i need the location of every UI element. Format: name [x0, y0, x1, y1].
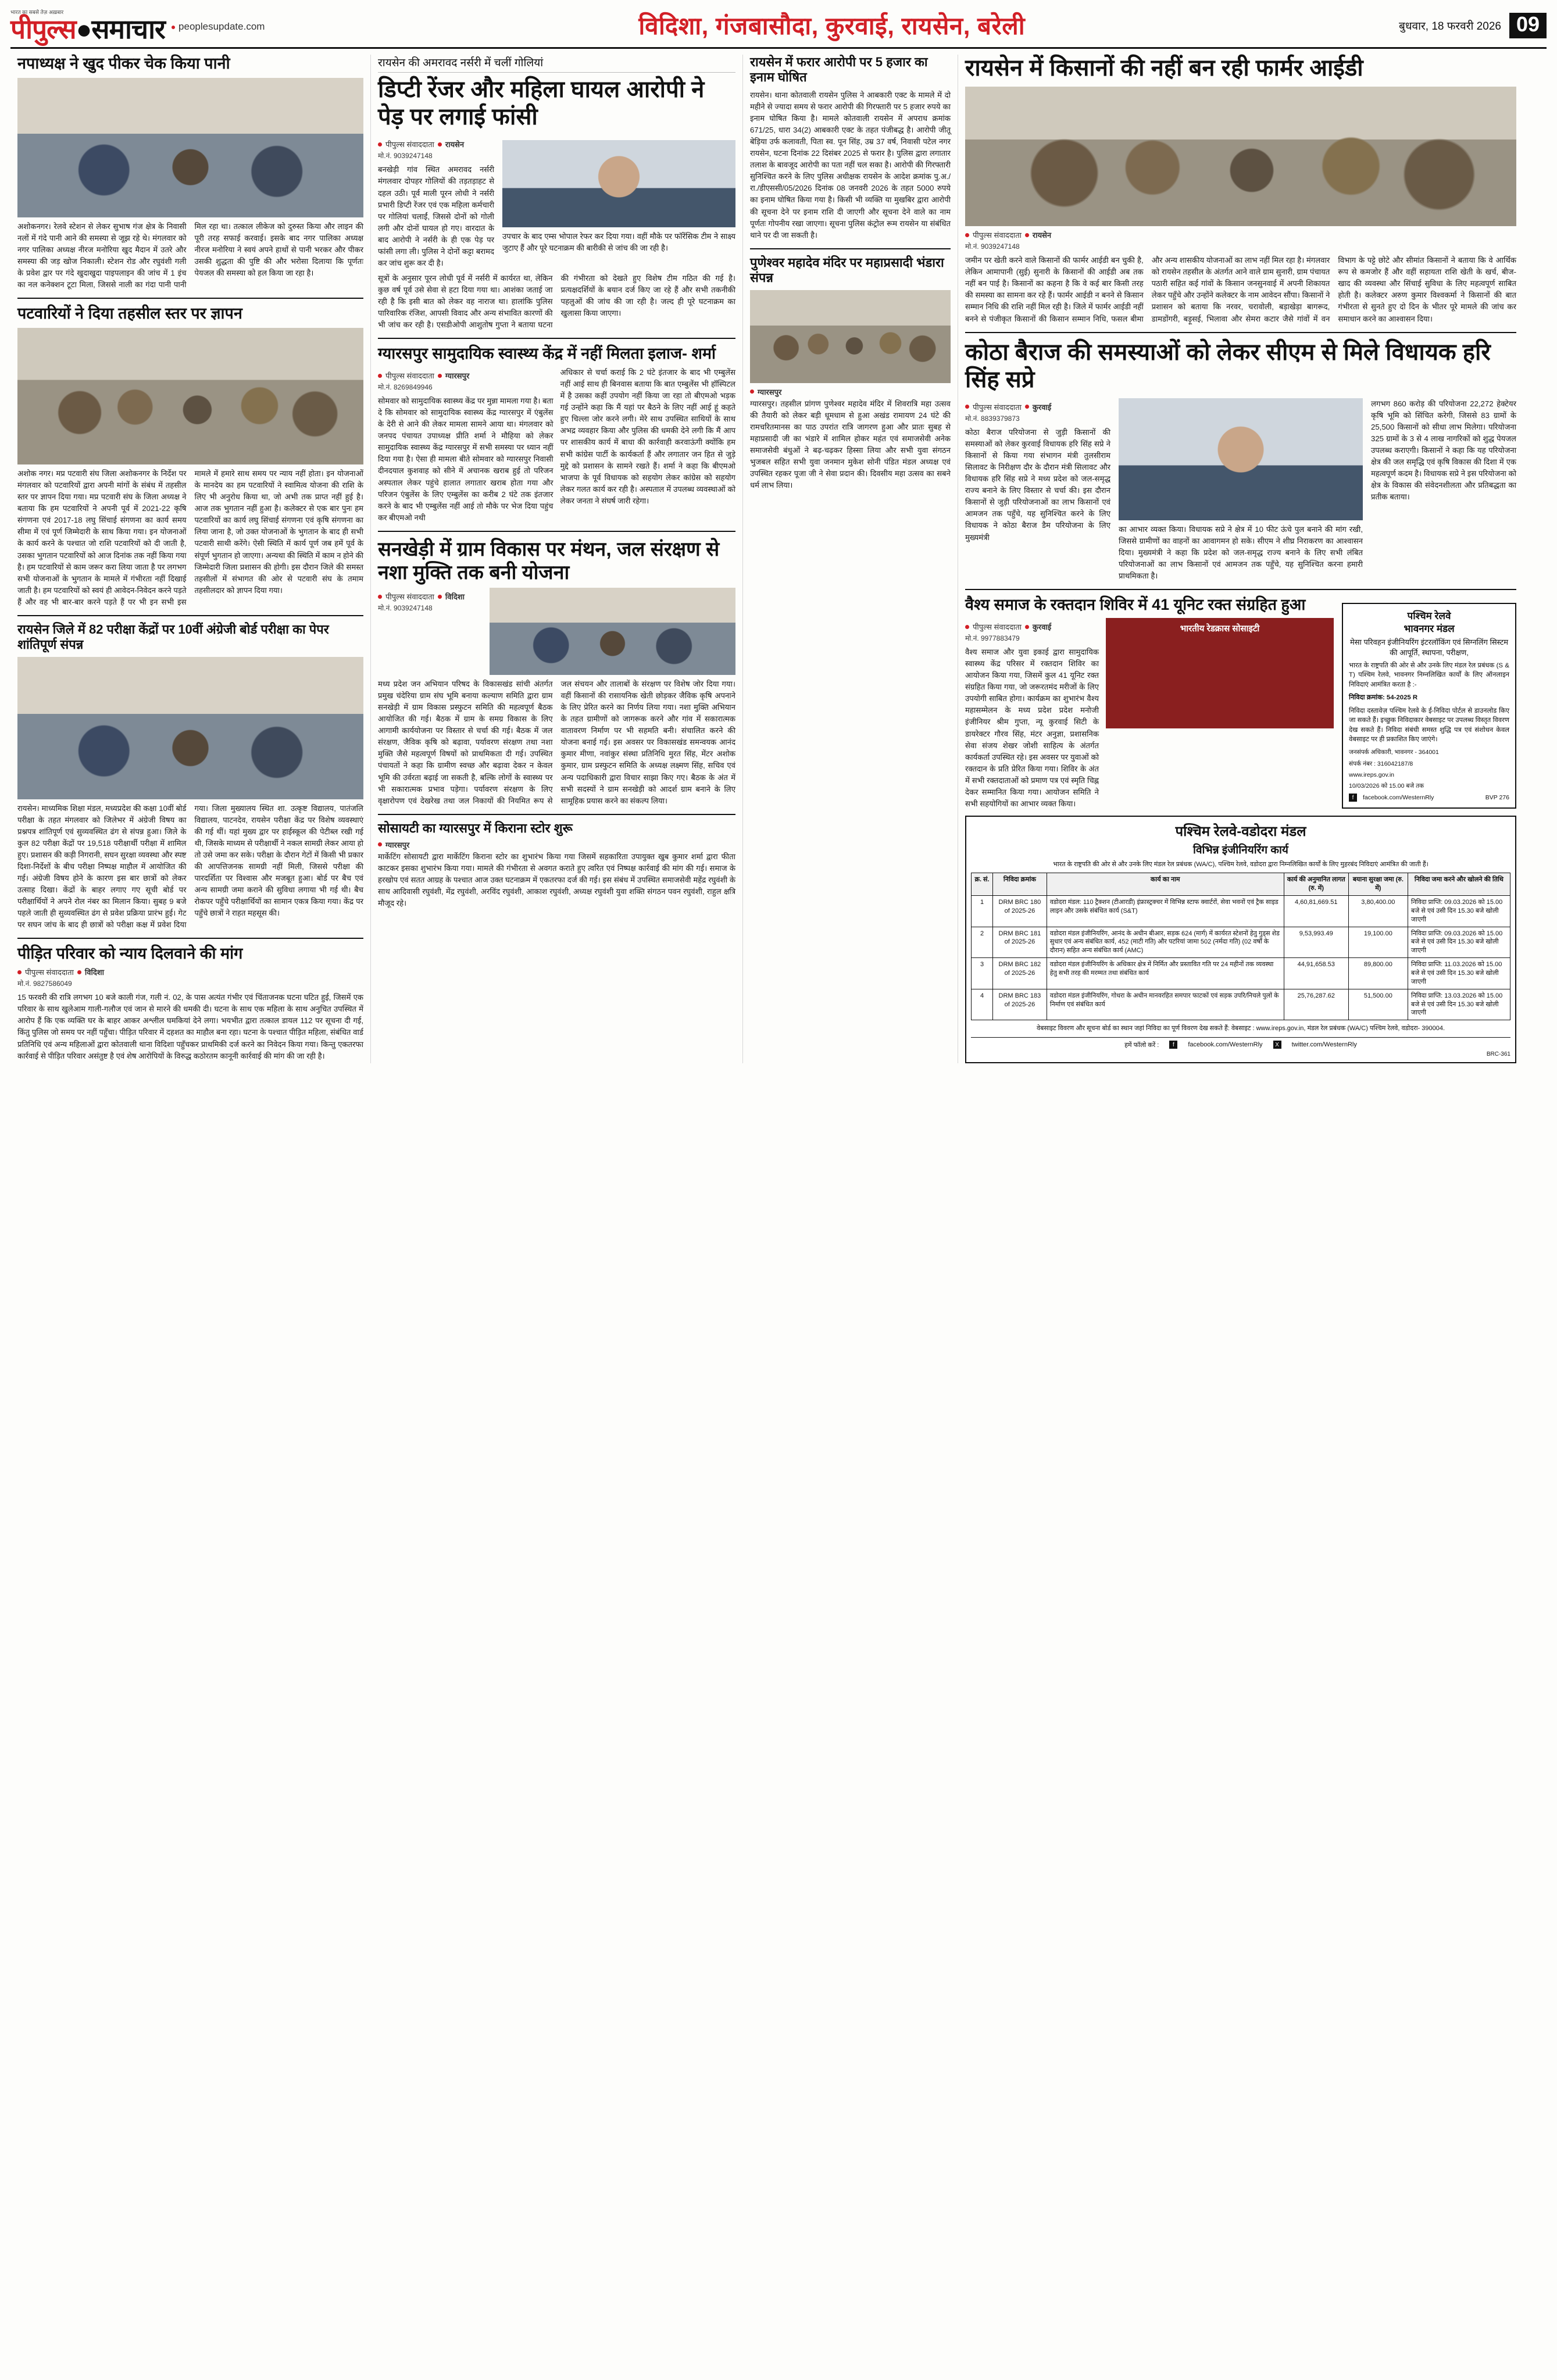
article-nursery-firing — [378, 55, 735, 331]
cell-no: DRM BRC 181 of 2025-26 — [993, 927, 1047, 958]
byline-agency: पीपुल्स संवाददाता — [25, 968, 74, 977]
headline: सनखेड़ी में ग्राम विकास पर मंथन, जल संरक्षण से नशा मुक्ति तक बनी योजना — [378, 538, 720, 584]
byline-agency: पीपुल्स संवाददाता — [973, 231, 1022, 240]
article-chc-gyaraspur — [378, 345, 735, 524]
byline-bullet-2 — [438, 142, 442, 146]
tender-title: पश्चिम रेलवे-वडोदरा मंडल — [1175, 823, 1306, 839]
article-photo — [17, 328, 363, 464]
tender-code: BRC-361 — [1486, 1050, 1510, 1057]
th-cost: कार्य की अनुमानित लागत (रु. में) — [1284, 873, 1348, 896]
headline: सोसायटी का ग्यारसपुर में किराना स्टोर शुरू — [378, 820, 573, 835]
byline-place: विदिशा — [84, 968, 104, 977]
byline-bullet-2 — [1025, 405, 1029, 409]
article-body-2: उपचार के बाद एम्स भोपाल रेफर कर दिया गया। वहीं मौके पर फॉरेंसिक टीम ने साक्ष्य जुटाए हैं और पूरे घटनाक्रम की बारीकी से जांच की जा रही है। — [502, 232, 735, 253]
cell-dates: निविदा प्राप्ति: 09.03.2026 को 15.00 बजे से एवं उसी दिन 15.30 बजे खोली जाएगी — [1408, 927, 1510, 958]
article-patwari — [17, 305, 363, 608]
cell-work: वडोदरा मंडल इंजीनियरिंग, गोधरा के अधीन मानवरहित समपार फाटकों एवं सड़क उपरि/निचले पुलों के निर्माण एवं संबंधित कार्य — [1047, 989, 1284, 1020]
article-body-2: का आभार व्यक्त किया। विधायक सप्रे ने क्षेत्र में 10 फीट ऊंचे पुल बनाने की मांग रखी, जिससे ग्रामीणों का वाहनों का आवागमन हो सके। सीएम ने शीघ्र निराकरण का आश्वासन दिया। मुख्यमंत्री ने कहा कि प्रदेश को जल-समृद्ध राज्य बनाने के लिए सभी लंबित परियोजनाओं का लाभ किसानों एवं आमजन तक पहुँचे, यह सुनिश्चित करना हमारी प्राथमिकता है। — [1119, 524, 1363, 581]
article-photo — [17, 657, 363, 799]
logo-tagline: भारत का सबसे तेज़ अख़बार — [10, 9, 64, 15]
byline-mobile: मो.नं. 9039247148 — [965, 242, 1020, 251]
byline-place: रायसेन — [1032, 231, 1052, 240]
headline: रायसेन में किसानों की नहीं बन रही फार्मर आईडी — [965, 55, 1363, 81]
article-body: जमीन पर खेती करने वाले किसानों की फार्मर आईडी बन चुकी है, लेकिन आमापानी (सुई) सुनारी के किसानों की आईडी अब तक नहीं बन पाई है। किसानों का कहना है कि वे कई बार किसी तरह की समस्या का सामना कर रहे हैं। फार्मर आईडी न बनने से किसान सम्मान निधि की राशि नहीं मिल रही है। जिले में फार्मर आईडी नहीं बनने से पंजीकृत किसानों की किसान सम्मान निधि, फसल बीमा और अन्य शासकीय योजनाओं का लाभ नहीं मिल रहा है। मंगलवार को रायसेन तहसील के अंतर्गत आने वाले ग्राम सुनारी, ग्राम पंचायत पठारी सहित कई गांवों के किसान जनसुनवाई में अपनी शिकायत लेकर पहुँचे और उन्होंने कलेक्टर के नाम आवेदन सौंपा। किसानों ने प्रशासन को बताया कि नरवर, चरावोली, बड़ाखेड़ा बागरूद, डामडोंगरी, बड़ूसई, भिलावा और सेमरा कटार जैसे गांवों में वन विभाग के पट्टे छोटे और सीमांत किसानों ने बताया कि वे आर्थिक रूप से कमजोर हैं और वहीं सहायता राशि खेती के खर्च, बीज-खाद की व्यवस्था और सिंचाई सुविधा के लिए महत्वपूर्ण साबित होती है। कलेक्टर अरुण कुमार विश्वकर्मा ने किसानों की बात गंभीरता से सुनते हुए दो दिन के भीतर पूरे मामले की जांच कर समाधान करने का आश्वासन दिया। — [965, 256, 1516, 323]
ad-website[interactable]: www.ireps.gov.in — [1349, 771, 1395, 778]
table-row — [972, 896, 1510, 927]
article-farmer-id — [965, 55, 1516, 325]
headline: नपाध्यक्ष ने खुद पीकर चेक किया पानी — [17, 55, 230, 72]
byline-bullet-2 — [77, 970, 81, 974]
article-body: मार्केटिंग सोसायटी द्वारा मार्केटिंग किराना स्टोर का शुभारंभ किया गया जिसमें सहकारिता उपायुक्त खुब कुमार शर्मा द्वारा फीता काटकर इसका शुभारंभ किया गया। मामले की गंभीरता से अवगत कराते हुए त्वरित एवं निष्पक्ष कार्रवाई की मांग की गई। समाज के हरखोप एवं सतत आग्रह के पश्चात आज उक्त घटनाक्रम में एकतरफा दर्ज की गई। इस संबंध में उपस्थित समाजसेवी महेंद्र रघुवंशी के साथ आदिवासी रघुवंशी, मेंद्र रघुवंशी, अरविंद रघुवंशी, आकाश रघुवंशी, अध्यक्ष रघुवंशी युवा शक्ति संगठन पवन रघुवंशी, राहुल क्षत्रि मौजूद रहे। — [378, 852, 735, 907]
tender-facebook[interactable]: facebook.com/WesternRly — [1188, 1041, 1263, 1049]
article-kirana-store — [378, 821, 735, 909]
byline-bullet-2 — [1025, 233, 1029, 237]
th-dates: निविदा जमा करने और खोलने की तिथि — [1408, 873, 1510, 896]
byline-bullet — [965, 625, 969, 629]
byline-bullet-2 — [438, 595, 442, 599]
cell-emd: 19,100.00 — [1348, 927, 1408, 958]
ad-title: मेसा परिवहन इंजीनियरिंग इंटरलॉकिंग एवं सिग्नलिंग सिस्टम की आपूर्ति, स्थापना, परीक्षण, — [1349, 637, 1509, 657]
byline — [378, 139, 494, 149]
byline-place: ग्यारसपुर — [445, 371, 470, 381]
byline-place: विदिशा — [445, 592, 465, 602]
edition-title: विदिशा, गंजबासौदा, कुरवाई, रायसेन, बरेली — [638, 12, 1026, 40]
masthead-right — [1399, 13, 1547, 38]
cell-sr: 1 — [972, 896, 993, 927]
cell-cost: 44,91,658.53 — [1284, 958, 1348, 989]
tender-table — [971, 873, 1510, 1020]
ad-railway-line1: पश्चिम रेलवे — [1407, 610, 1451, 622]
railway-ad-box — [1342, 596, 1516, 810]
article-body: सोमवार को सामुदायिक स्वास्थ्य केंद्र पर मुन्ना मामला गया है। बता दे कि सोमवार को सामुदायिक स्वास्थ्य केंद्र ग्यारसपुर में एंबुलेंस के देरी से आने की लेकर मामला सामने आया था। मंगलवार को जनपद पंचायत उपाध्यक्ष प्रीति शर्मा ने मौहिया को लेकर सामुदायिक स्वास्थ्य केंद्र ग्यारसपुर में सभी समस्या पर ध्यान नहीं दिया गया है। ऐसा ही मामला बीते सोमवार को ग्यारसपुर निवासी दीनदयाल कुशवाह को सीने में अचानक खराब हुई तो परिजन अस्पताल लेकर पहुंचे हालात लगातार खराब होता गया और परिजन एंबुलेंस के लिए एम्बुलेंस का करीब 2 घंटे तक इंतजार करने के बाद भी एम्बुलेंस नहीं आई तो मौके पर भेज दिया पहुंच कर बीएमओ नथी — [378, 396, 553, 522]
byline-bullet — [965, 233, 969, 237]
byline — [378, 839, 735, 850]
byline — [378, 370, 553, 381]
cell-emd: 51,500.00 — [1348, 989, 1408, 1020]
tender-subtitle: विभिन्न इंजीनियरिंग कार्य — [1193, 844, 1288, 856]
article-body: रायसेन। थाना कोतवाली रायसेन पुलिस ने आबकारी एक्ट के मामले में दो महीने से ज्यादा समय से फरार आरोपी की गिरफ्तारी पर 5 हजार रुपये का इनाम घोषित किया है। मामले कोतवाली रायसेन में अपराध क्रमांक 671/25, धारा 34(2) आबकारी एक्ट के तहत पंजीबद्ध है। आरोपी जीतू बेड़िया उर्फ कलावती, पिता स्व. पून सिंह, उम्र 37 वर्ष, निवासी पटेल नगर रायसेन, घटना दिनांक 22 दिसंबर 2025 से फरार है। पुलिस द्वारा लगातार तलाश के बावजूद आरोपी का पता नहीं चल सका है। आरोपी की गिरफ्तारी सुनिश्चित करने के लिए पुलिस अधीक्षक रायसेन के आदेश क्रमांक पु.अ./रा./डीएससी/05/2026 दिनांक 08 जनवरी 2026 के तहत 5000 रुपये का इनाम घोषित किया गया है। किसी भी व्यक्ति या मुखबिर द्वारा आरोपी की सूचना देने पर इनाम राशि दी जाएगी और सूचना देने वाले का नाम पूर्णतः गोपनीय रखा जाएगा। सूचना पुलिस कंट्रोल रूम रायसेन या संबंधित थाने पर दी जा सकती है। — [750, 90, 951, 240]
th-work: कार्य का नाम — [1047, 873, 1284, 896]
th-sr: क्र. सं. — [972, 873, 993, 896]
headline: वैश्य समाज के रक्तदान शिविर में 41 यूनिट रक्त संग्रहित हुआ — [965, 596, 1306, 614]
tender-social-bar — [971, 1037, 1510, 1049]
ad-phone: संपर्क नंबर : 316042187/8 — [1349, 760, 1413, 767]
article-reward — [750, 55, 951, 241]
byline-mobile: मो.नं. 9039247148 — [378, 604, 433, 613]
article-exam-centers — [17, 622, 363, 931]
byline-mobile: मो.नं. 8839379873 — [965, 414, 1020, 423]
byline-bullet-2 — [438, 374, 442, 378]
article-body: 15 फरवरी की रात्रि लगभग 10 बजे काली गंज, गली नं. 02, के पास अत्यंत गंभीर एवं चिंताजनक घटना घटित हुई, जिसमें एक परिवार के साथ खुलेआम गाली-गलौज एवं जान से मारने की धमकी दी। घटना के साथ एक महिला के साथ अनुचित उपस्थित में आरोप हैं कि एक व्यक्ति घर के बाहर आकर अश्लील घमकियां देने लगा। भयभीत द्वारा तत्काल डायल 112 पर सूचना दी गई, किंतु पुलिस जो समय पर नहीं पहुँचा। पीड़ित परिवार में दहशत का माहौल बना रहा। घटना के पश्चात पीड़ित महिला, संबंधित वार्ड प्रतिनिधि एवं अन्य महिलाओं द्वारा कोतवाली थाना विदिशा पहुँचकर प्राथमिकी दर्ज करने का निवेदन किया गया। किन्तु एकतरफा कार्रवाई से पीड़ित परिवार असंतुष्ट है एवं शेष आरोपियों के विरुद्ध कठोरतम कानूनी कार्रवाई की मांग की जा रही है। — [17, 993, 363, 1060]
article-blood-donation — [965, 596, 1334, 810]
cell-emd: 3,80,400.00 — [1348, 896, 1408, 927]
cell-cost: 9,53,993.49 — [1284, 927, 1348, 958]
byline-agency: पीपुल्स संवाददाता — [385, 592, 434, 602]
facebook-icon[interactable]: f — [1169, 1041, 1177, 1049]
th-tender-no: निविदा क्रमांक — [993, 873, 1047, 896]
article-sankhedi — [378, 538, 735, 807]
tender-notice — [965, 816, 1516, 1063]
article-body: रायसेन। माध्यमिक शिक्षा मंडल, मध्यप्रदेश की कक्षा 10वीं बोर्ड परीक्षा के तहत मंगलवार को जिलेभर में अंग्रेजी विषय का प्रश्नपत्र शांतिपूर्ण एवं सुव्यवस्थित ढंग से संपन्न हुआ। जिले के कुल 82 परीक्षा केंद्रों पर 19,518 परीक्षार्थी परीक्षा में शामिल हुए। प्रशासन की कड़ी निगरानी, सघन सुरक्षा व्यवस्था और स्पष्ट दिशा-निर्देशों के बीच परीक्षा निष्पक्ष माहौल में आयोजित की गई। अंग्रेजी विषय होने के कारण इस बार छात्रों को लेकर उत्साह दिखा। केंद्रों के बाहर लगाए गए सूची बोर्ड पर परीक्षार्थियों ने अपने रोल नंबर का मिलान किया। सुबह 9 बजे पहले जाती ही सुव्यवस्थित ढंग से प्रवेश प्रक्रिया प्रारंभ हुई। गेट पर सघन जांच के बाद ही छात्रों को परीक्षा कक्ष में प्रवेश दिया गया। जिला मुख्यालय स्थित शा. उत्कृष्ट विद्यालय, पातंजलि विद्यालय, पाटनदेव, रायसेन परीक्षा केंद्र पर विशेष व्यवस्थाएं की गई थीं। यहां मुख्य द्वार पर हाईस्कूल की पेटीब्ल रखी गई थी, जिसके माध्यम से परीक्षार्थी ने नकल सामग्री लेकर आया हो तो उसे जमा कर सके। परीक्षा के दौरान गेटों में किसी भी प्रकार की आपत्तिजनक सामग्री नहीं मिली, जिससे परीक्षा की पारदर्शिता पर विश्वास और मजबूत हुआ। बोर्ड पर बैच एवं अन्य सामग्री जमा कराने की सुविधा लगाया भी गई थी। बैच रोकपर पहुँचे परीक्षार्थियों का सामान एकत्र किया गया। केंद्र पर पहुँचे छात्रों ने राहत महसूस की। — [17, 803, 363, 930]
article-puneshwar-mandir — [750, 255, 951, 491]
headline: रायसेन में फरार आरोपी पर 5 हजार का इनाम घोषित — [750, 55, 928, 84]
logo — [10, 8, 265, 42]
banner-text: भारतीय रेडक्रास सोसाइटी — [1180, 624, 1260, 634]
ad-date: 10/03/2026 को 15.00 बजे तक — [1349, 782, 1424, 789]
byline-agency: पीपुल्स संवाददाता — [973, 402, 1022, 412]
cell-dates: निविदा प्राप्ति: 13.03.2026 को 15.00 बजे से एवं उसी दिन 15.30 बजे खोली जाएगी — [1408, 989, 1510, 1020]
table-row — [972, 958, 1510, 989]
headline: पुणेश्वर महादेव मंदिर पर महाप्रसादी भंडारा संपन्न — [750, 255, 944, 285]
article-body-2: अधिकार से चर्चा कराई कि 2 घंटे इंतजार के बाद भी एम्बुलेंस नहीं आई साथ ही बिनवास बताया कि बात एम्बुलेंस भी हॉस्पिटल में है उसका कहीं उपयोग नहीं किया जा रहा तो बीएमओ भड़क गई उन्होंने कहा कि मैं यहां पर बैठने के लिए नहीं आई हूं कहते हुए चिल्ला जोर करने लगी। मेरे साथ उपस्थित साथियों के साथ अभद्र व्यवहार किया और पुलिस की धमकी देने लगी कि मैं आप पर शासकीय कार्य में बाधा की कार्रवाही करवाऊंगी क्योंकि हम सभी कांग्रेस पार्टी के कार्यकर्ता हैं और लगातार जन हित से जुड़े मुद्दे को प्रशासन के सामने रखते हैं। शर्मा ने कहा कि बीएमओ भाजपा के पूर्व विधायक को सहयोग लेकर कांग्रेस को सहयोग लेकर गलत कार्य कर रही है। अस्पताल में उपलब्ध व्यवस्थाओं को लेकर जनता ने संघर्ष जारी रहेगा। — [560, 368, 735, 505]
publication-date: बुधवार, 18 फरवरी 2026 — [1398, 20, 1501, 33]
article-photo — [1106, 618, 1334, 728]
cell-sr: 4 — [972, 989, 993, 1020]
article-body: मध्य प्रदेश जन अभियान परिषद के विकासखंड सांची अंतर्गत प्रमुख चंदेरिया ग्राम संघ भूमि बनाया कल्याण समिति द्वारा ग्राम सनखेड़ी में ग्राम विकास प्रस्फुटन समिति की महत्वपूर्ण बैठक आयोजित की गई। बैठक में ग्राम के समग्र विकास के लिए आगामी कार्ययोजना पर विस्तार से चर्चा की गई। बैठक में जल संरक्षण, जैविक कृषि को बढ़ावा, पर्यावरण संरक्षण तथा नशा मुक्ति जैसे महत्वपूर्ण विषयों को प्राथमिकता दी गई। उपस्थित पंचायतों ने कहा कि ग्रामीण स्वच्छ और बढ़ावा देकर न केवल भूमि की उर्वरता बढ़ाई जा सकती है, बल्कि लोगों के स्वास्थ्य पर भी सकारात्मक प्रभाव पड़ेगा। पर्यावरण संरक्षण के लिए वृक्षारोपण एवं देखरेख तथा जल निकायों की नियमित रूप से जल संचयन और तालाबों के संरक्षण पर विशेष जोर दिया गया। वहीं किसानों की रासायनिक खेती छोड़कर जैविक कृषि अपनाने के लिए प्रेरित करने का निर्णय लिया गया। नशा मुक्ति अभियान के तहत ग्रामीणों को जागरूक करने और गांव में सकारात्मक वातावरण निर्माण पर भी सहमति बनी। संचालित करने की योजना बनाई गई। इस अवसर पर विकासखंड समन्वयक आनंद कुमार मीणा, नवांकुर संस्था प्रतिनिधि मुरत सिंह, मेंटर अशोक कुमार, ग्राम प्रस्फुटन समिति के अध्यक्ष लक्ष्मण सिंह, सचिव एवं अन्य पदाधिकारी द्वारा विचार साझा किए गए। बैठक के अंत में सभी सदस्यों ने ग्राम सनखेड़ी को आदर्श ग्राम बनाने के लिए सामूहिक प्रयास करने का संकल्प लिया। — [378, 680, 735, 805]
headline: डिप्टी रेंजर और महिला घायल आरोपी ने पेड़ पर लगाई फांसी — [378, 77, 705, 130]
article-body-3: सूत्रों के अनुसार पूरन लोधी पूर्व में नर्सरी में कार्यरत था, लेकिन कुछ वर्ष पूर्व उसे सेवा से हटा दिया गया था। आशंका जताई जा रही है कि इसी बात को लेकर वह नाराज था। हालांकि पुलिस पारिवारिक रंजिश, आपसी विवाद और अन्य संभावित कारणों की भी जांच कर रही है। एसडीओपी आशुतोष गुप्ता ने बताया घटना की गंभीरता को देखते हुए विशेष टीम गठित की गई है। प्रत्यक्षदर्शियों के बयान दर्ज किए जा रहे हैं और सभी तकनीकी पहलुओं की जांच की जा रही है। जल्द ही पूरे घटनाक्रम का खुलासा किया जाएगा। — [378, 273, 735, 330]
column-3 — [743, 55, 958, 1063]
ad-bvp: BVP 276 — [1485, 794, 1509, 801]
ad-railway-line2: भावनगर मंडल — [1404, 623, 1455, 634]
byline-mobile: मो.नं. 9039247148 — [378, 152, 433, 160]
article-kotha-barrage — [965, 339, 1516, 583]
bottom-row — [965, 596, 1516, 810]
byline-bullet — [378, 595, 382, 599]
byline-bullet — [378, 142, 382, 146]
cell-work: वडोदरा मंडल इंजीनियरिंग के अधिकार क्षेत्र में निर्मित और प्रस्तावित गति पर 24 महीनों तक व्यवस्था हेतु सभी तरह की मरम्मत तथा संबंधित कार्य — [1047, 958, 1284, 989]
ad-facebook[interactable]: facebook.com/WesternRly — [1363, 794, 1434, 801]
cell-cost: 4,60,81,669.51 — [1284, 896, 1348, 927]
byline-agency: पीपुल्स संवाददाता — [973, 623, 1022, 632]
byline — [17, 967, 363, 977]
byline-place: कुरवाई — [1032, 623, 1052, 632]
byline-place: रायसेन — [445, 140, 465, 149]
table-row — [972, 989, 1510, 1020]
byline — [965, 402, 1110, 412]
byline-bullet — [378, 374, 382, 378]
ad-social — [1349, 794, 1509, 802]
column-2 — [371, 55, 743, 1063]
tender-note: भारत के राष्ट्रपति की ओर से और उनके लिए मंडल रेल प्रबंधक (WA/C), पश्चिम रेलवे, वडोदरा द्वारा निम्नलिखित कार्यों के लिए मुहरबंद निविदाएं आमंत्रित की जाती हैं। — [1053, 860, 1429, 868]
cell-emd: 89,800.00 — [1348, 958, 1408, 989]
article-body: ग्यारसपुर। तहसील प्रांगण पुणेश्वर महादेव मंदिर में शिवरात्रि महा उत्सव की तैयारी को लेकर बड़ी धूमधाम से हुआ अखंड रामायण 24 घंटे की रामचरितमानस का पाठ उपरांत रात्रि जागरण हुआ और प्रातः सुबह से महाप्रसादी जी का भंडारे में शामिल होकर महंत एवं समाजसेवी अनेक समाजसेवी बंधुओं ने बढ़-चढ़कर हिस्सा लिया और सभी युवा संगठन भुजबल सहित सभी युवा जनमान मुकेश सोनी पंडित मंडल अध्यक्ष एवं उपस्थित रहकर पूजा जी ने सेवा प्रदान की। दिवसीय महा उत्सव का सबने धर्म लाभ लिया। — [750, 399, 951, 490]
masthead — [10, 8, 1547, 49]
byline — [378, 591, 483, 602]
article-body: अशोक नगर। मप्र पटवारी संघ जिला अशोकनगर के निर्देश पर मंगलवार को पटवारियों द्वारा अपनी मांगों के संबंध में तहसील स्तर पर ज्ञापन दिया गया। मप्र पटवारी संघ के जिला अध्यक्ष ने बताया कि हम पटवारियों ने अपनी पूर्व में 2021-22 कृषि संगणना एवं 2017-18 लघु सिंचाई संगणना का कार्य समय सीमा में एवं पूर्ण जिम्मेदारी के साथ किया गया। इन योजनाओं के कार्य करने के पश्चात जो राशि पटवारियों को दी जाती है, उसका भुगतान पटवारियों को आज दिनांक तक नहीं किया गया है। हम पटवारियों से काम जरूर करा लिया जाता है पर लगभग सभी योजनाओं के भुगतान के मामले में गंभीरता नहीं दिखाई जाती है। हम पटवारियों को स्वयं ही आवेदन-निवेदन करने पड़ते हैं और वह भी बार-बार करने पड़ते हैं पर भी इन सभी इस मामले में हमारे साथ समय पर न्याय नहीं होता। इन योजनाओं के मानदेय का हम पटवारियों ने स्वामित्व योजना की राशि के लिए भी अनुरोध किया था, जो अभी तक प्राप्त नहीं हुई है। आज तक भुगतान नहीं हुआ है। कलेक्टर से एक बार पुनः हम पटवारियों का कार्य लघु सिंचाई संगणना एवं कृषि संगणना का लिया जाना है, जो उक्त योजनाओं के भुगतान के बाद ही सभी पटवारी साथी करेंगे। ऐसी स्थिति में कार्य पूर्ण जब हमें पूर्व के संपूर्ण भुगतान हो जाएगा। अन्यथा की स्थिति में काम न होने की जिम्मेदारी जिला प्रशासन की होगी। इस दौरान जिले की समस्त तहसीलों में संभागत की ओर से पटवारी संघ के तमाम तहसीलदार को ज्ञापन दिया गया। — [17, 469, 363, 606]
tender-header-row — [972, 873, 1510, 896]
headline: पीड़ित परिवार को न्याय दिलवाने की मांग — [17, 945, 243, 963]
byline-bullet — [17, 970, 22, 974]
th-emd: बयाना सुरक्षा जमा (रु. में) — [1348, 873, 1408, 896]
cell-dates: निविदा प्राप्ति: 11.03.2026 को 15.00 बजे से एवं उसी दिन 15.30 बजे खोली जाएगी — [1408, 958, 1510, 989]
ad-tender-no: निविदा क्रमांक: 54-2025 R — [1349, 694, 1418, 702]
byline-mobile: मो.नं. 9827586049 — [17, 980, 72, 988]
tender-footer: वेबसाइट विवरण और सूचना बोर्ड का स्थान जहां निविदा का पूर्ण विवरण देख सकते हैं: वेबसाइट : www.ireps.gov.in, मंडल रेल प्रबंधक (WA/C) पश्चिम रेलवे, वडोदरा- 390004. — [1036, 1025, 1445, 1032]
byline-bullet — [750, 389, 754, 394]
column-1 — [10, 55, 371, 1063]
byline — [965, 230, 1516, 240]
follow-label: हमें फॉलो करें : — [1124, 1041, 1159, 1049]
byline — [965, 621, 1099, 632]
article-photo — [490, 588, 735, 675]
byline-bullet-2 — [1025, 625, 1029, 629]
column-4-5 — [958, 55, 1516, 1063]
byline-place: कुरवाई — [1032, 402, 1052, 412]
article-body: वैश्य समाज और युवा इकाई द्वारा सामुदायिक स्वास्थ्य केंद्र परिसर में रक्तदान शिविर का आयोजन किया गया, जिसमें कुल 41 यूनिट रक्त संग्रहित किया गया, जो जरूरतमंद मरीजों के लिए उपयोगी साबित होगा। कार्यक्रम का शुभारंभ वैश्य महासम्मेलन के मध्य प्रदेश प्रदेश मनोजी इंजीनियर श्रीम गुप्ता, न्यू कुरवाई सिटी के डायरेक्टर गौरव सिंह, मंटर अनुज्ञा, प्रशासनिक सेवा संजय शेखर जोशी साहित्य के अंतर्गत कार्यकर्ता उपस्थित रहे। इस अवसर पर युवाओं को रक्तदान के प्रति प्रेरित किया गया। शिविर के अंत में सभी रक्तदाताओं को प्रमाण पत्र एवं स्मृति चिह्न देकर सम्मानित किया गया। आयोजन समिति ने सभी सहयोगियों का आभार व्यक्त किया। — [965, 648, 1099, 808]
cell-sr: 3 — [972, 958, 993, 989]
cell-cost: 25,76,287.62 — [1284, 989, 1348, 1020]
byline-mobile: मो.नं. 9977883479 — [965, 634, 1020, 643]
byline — [750, 387, 951, 397]
headline: रायसेन जिले में 82 परीक्षा केंद्रों पर 10वीं अंग्रेजी बोर्ड परीक्षा का पेपर शांतिपूर्ण संपन्न — [17, 621, 329, 652]
article-photo — [17, 78, 363, 217]
headline: कोठा बैराज की समस्याओं को लेकर सीएम से मिले विधायक हरि सिंह सप्रे — [965, 339, 1491, 392]
article-photo — [750, 290, 951, 383]
article-peedit-parivar — [17, 945, 363, 1062]
cell-sr: 2 — [972, 927, 993, 958]
page-number: 09 — [1509, 13, 1547, 38]
cell-dates: निविदा प्राप्ति: 09.03.2026 को 15.00 बजे से एवं उसी दिन 15.30 बजे खोली जाएगी — [1408, 896, 1510, 927]
kicker: रायसेन की अमरावद नर्सरी में चलीं गोलियां — [378, 55, 735, 73]
byline-agency: पीपुल्स संवाददाता — [385, 371, 434, 381]
byline-mobile: मो.नं. 8269849946 — [378, 383, 433, 392]
article-body: कोठा बैराज परियोजना से जुड़ी किसानों की समस्याओं को लेकर कुरवाई विधायक हरि सिंह सप्रे ने किसानों से किया गया संभागन मंत्री तुलसीराम सिलावट के निरीक्षण दौर के दौरान मंत्री सिलावट और विधायक हरि सिंह सप्रे ने मध्य प्रदेश को जल-समृद्ध राज्य बनाने के लिए विस्तार से चर्चा की। इस दौरान किसानों से जुड़ी परियोजनाओं का लाभ किसानों एवं आमजन तक पहुँचे, यह सुनिश्चित करने के लिए विधायक ने कोठा बैराज डैम परियोजना के लिए मुख्यमंत्री — [965, 427, 1110, 542]
table-row — [972, 927, 1510, 958]
byline-bullet — [965, 405, 969, 409]
article-napadhyaksh — [17, 55, 363, 291]
headline: ग्यारसपुर सामुदायिक स्वास्थ्य केंद्र में नहीं मिलता इलाज- शर्मा — [378, 345, 716, 363]
headline: पटवारियों ने दिया तहसील स्तर पर ज्ञापन — [17, 305, 242, 323]
byline-place: ग्यारसपुर — [758, 387, 782, 396]
article-body-lead: बनखेड़ी गांव स्थित अमरावद नर्सरी मंगलवार दोपहर गोलियों की तड़तड़ाहट से दहल उठी। पूर्व माली पूरन लोधी ने नर्सरी प्रभारी डिप्टी रेंजर एवं एक महिला कर्मचारी पर गोलियां चलाईं, जिससे दोनों को गोली लगी और दोनों घायल हो गए। वारदात के बाद आरोपी ने नर्सरी के ही एक पेड़ पर फांसी लगा ली। पुलिस ने दोनों कट्टा बरामद कर जांच शुरू कर दी है। — [378, 165, 494, 267]
website-label: ● peoplesupdate.com — [170, 21, 265, 32]
cell-work: वडोदरा मंडल इंजीनियरिंग, आनंद के अधीन बीआर, सड़क 624 (मार्ग) में कार्यरत स्टेशनों हेतु गुड्स शेड सुधार एवं अन्य संबंधित कार्य, 452 (माटी गति) और पटरियां जामा 502 (नर्मदा गति) (02 वर्षों के दौरान) सहित अन्य संबंधित कार्य (AMC) — [1047, 927, 1284, 958]
logo-text: पीपुल्स●समाचार — [10, 14, 165, 44]
content-grid — [10, 55, 1547, 1063]
tender-twitter[interactable]: twitter.com/WesternRly — [1291, 1041, 1357, 1049]
ad-contact: जनसंपर्क अधिकारी, भावनगर - 364001 — [1349, 749, 1439, 756]
railway-ad — [1342, 603, 1516, 809]
byline-agency: पीपुल्स संवाददाता — [385, 140, 434, 149]
ad-body: निविदा दस्तावेज़ पश्चिम रेलवे के ई-निविदा पोर्टल से डाउनलोड किए जा सकते हैं। इच्छुक निविदाकार वेबसाइट पर उपलब्ध विस्तृत विवरण देख सकते हैं। निविदा संबंधी समस्त शुद्धि पत्र एवं संशोधन केवल वेबसाइट पर ही प्रकाशित किए जाएंगे। — [1349, 707, 1509, 744]
article-body: अशोकनगर। रेलवे स्टेशन से लेकर सुभाष गंज क्षेत्र के निवासी नलों में गंदे पानी आने की समस्या से जूझ रहे थे। मंगलवार को नगर पालिका अध्यक्ष नीरज मनोरिया खुद मैदान में उतरे और समस्या की जड़ खोज निकाली। स्टेशन रोड और रघुवंशी गली के प्रवेश द्वार पर गंदे खुदाखुदा पाइपलाइन की जांच में 1 इंच का नल कनेक्शन टूटा मिला, जिससे नाली का गंदा पानी पानी मिल रहा था। तत्काल लीकेज को दुरुस्त किया और लाइन की पूरी तरह सफाई करवाई। इसके बाद नगर पालिका अध्यक्ष नीरज मनोरिया ने स्वयं अपने हाथों से पानी भरकर और पीकर उसकी शुद्धता की पुष्टि की और भरोसा दिलाया कि पूर्णतः पेयजल की समस्या को हल किया जा रहा है। — [17, 221, 363, 290]
facebook-icon[interactable]: f — [1349, 794, 1357, 802]
article-photo — [965, 87, 1516, 226]
article-body-3: लगभग 860 करोड़ की परियोजना 22,272 हेक्टेयर कृषि भूमि को सिंचित करेगी, जिससे 83 ग्रामों के 25,500 किसानों को सीधा लाभ मिलेगा। परियोजना 325 ग्रामों के 3 से 4 लाख नागरिकों को शुद्ध पेयजल उपलब्ध कराएगी। किसानों ने कहा कि यह परियोजना क्षेत्र की जल समृद्धि एवं कृषि विकास की दिशा में एक महत्वपूर्ण कदम है। विधायक सप्रे ने इस परियोजना को क्षेत्र के विकास की संवेदनशीलता और प्रतिबद्धता का प्रतीक बताया। — [1371, 399, 1516, 502]
byline-bullet — [378, 842, 382, 846]
cell-no: DRM BRC 183 of 2025-26 — [993, 989, 1047, 1020]
cell-work: वडोदरा मंडल: 110 ट्रैक्शन (टीआरडी) इंफ्रास्ट्रक्चर में विभिन्न स्टाफ क्वार्टरों, सेवा भवनों एवं ट्रैक साइड लाइन और उसके संबंधित कार्य (S&T) — [1047, 896, 1284, 927]
article-photo — [1119, 398, 1363, 520]
cell-no: DRM BRC 182 of 2025-26 — [993, 958, 1047, 989]
article-photo — [502, 140, 735, 227]
byline-place: ग्यारसपुर — [385, 840, 410, 849]
twitter-icon[interactable]: X — [1273, 1041, 1281, 1049]
cell-no: DRM BRC 180 of 2025-26 — [993, 896, 1047, 927]
ad-sub: भारत के राष्ट्रपति की ओर से और उनके लिए मंडल रेल प्रबंधक (S & T) पश्चिम रेलवे, भावनगर निम्नलिखित कार्यों के लिए ऑनलाइन निविदाएं आमंत्रित करता है :- — [1349, 662, 1509, 688]
